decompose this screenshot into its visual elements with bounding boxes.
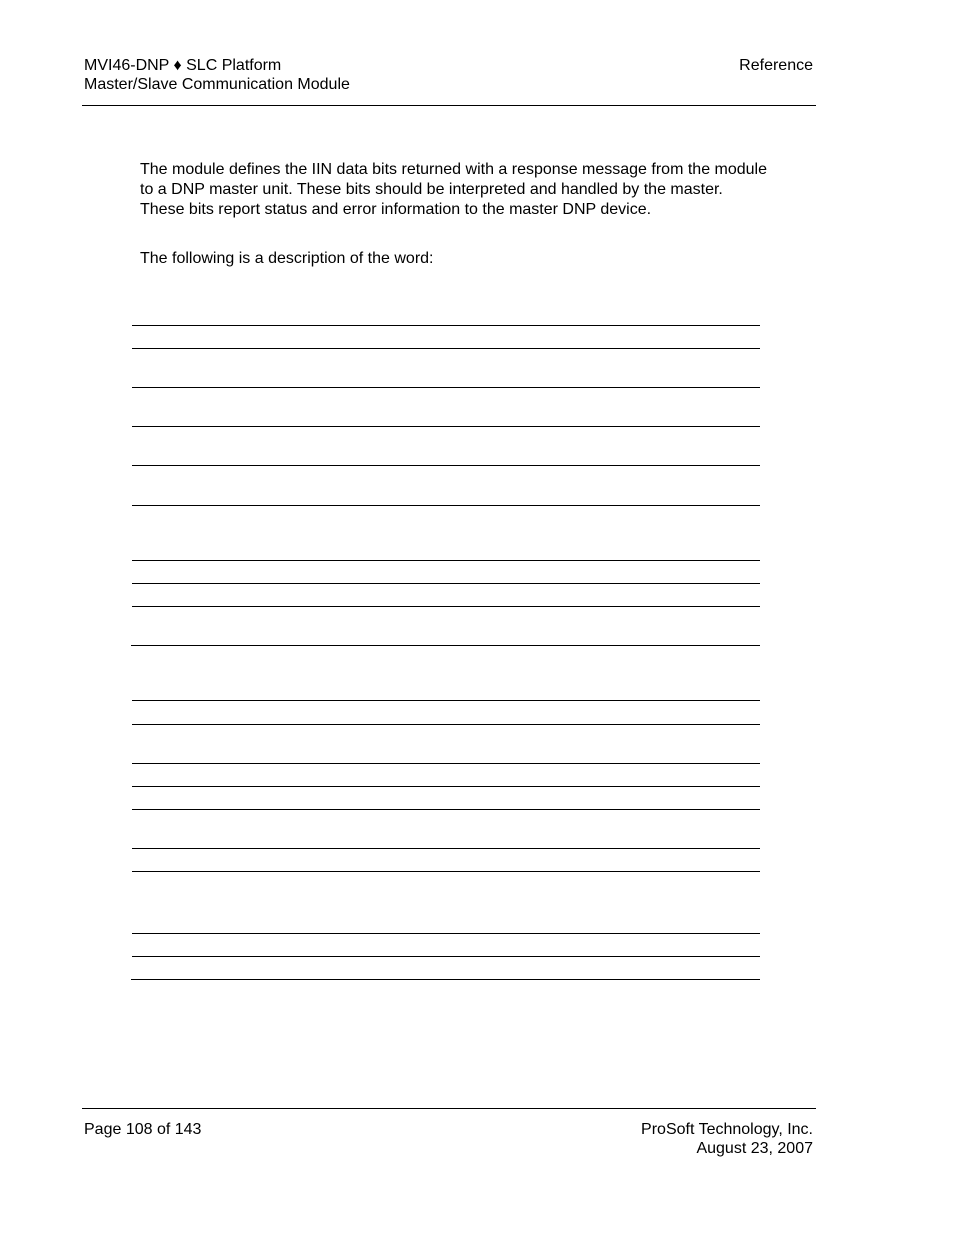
table-rule xyxy=(132,848,760,849)
table-rule xyxy=(132,348,760,349)
table-rule xyxy=(132,387,760,388)
table-rule xyxy=(132,560,760,561)
header-title-line1: MVI46-DNP ♦ SLC Platform xyxy=(84,57,282,74)
table-rule xyxy=(131,979,760,980)
header-section: Reference xyxy=(739,57,813,74)
table-rule xyxy=(132,325,760,326)
footer-divider xyxy=(82,1108,816,1109)
page-number: Page 108 of 143 xyxy=(84,1121,202,1138)
table-rule xyxy=(132,786,760,787)
table-rule xyxy=(132,809,760,810)
publish-date: August 23, 2007 xyxy=(696,1140,813,1157)
table-rule xyxy=(132,724,760,725)
table-rule xyxy=(132,933,760,934)
word-description-intro: The following is a description of the word: xyxy=(140,250,434,267)
table-rule xyxy=(132,426,760,427)
table-rule xyxy=(132,583,760,584)
table-rule xyxy=(132,763,760,764)
table-rule xyxy=(132,700,760,701)
table-rule xyxy=(132,606,760,607)
table-rule xyxy=(132,871,760,872)
iin-intro-paragraph: The module defines the IIN data bits returned with a response message from the module to a DNP master unit. These bits should be interpreted and handled by the master. These bits report status and error information to the master DNP device. xyxy=(140,161,768,218)
header-title-line2: Master/Slave Communication Module xyxy=(84,76,350,93)
company-name: ProSoft Technology, Inc. xyxy=(641,1121,813,1138)
footer-publisher xyxy=(641,1120,813,1158)
table-rule xyxy=(131,645,760,646)
table-rule xyxy=(132,956,760,957)
table-rule xyxy=(132,465,760,466)
table-rule xyxy=(132,505,760,506)
